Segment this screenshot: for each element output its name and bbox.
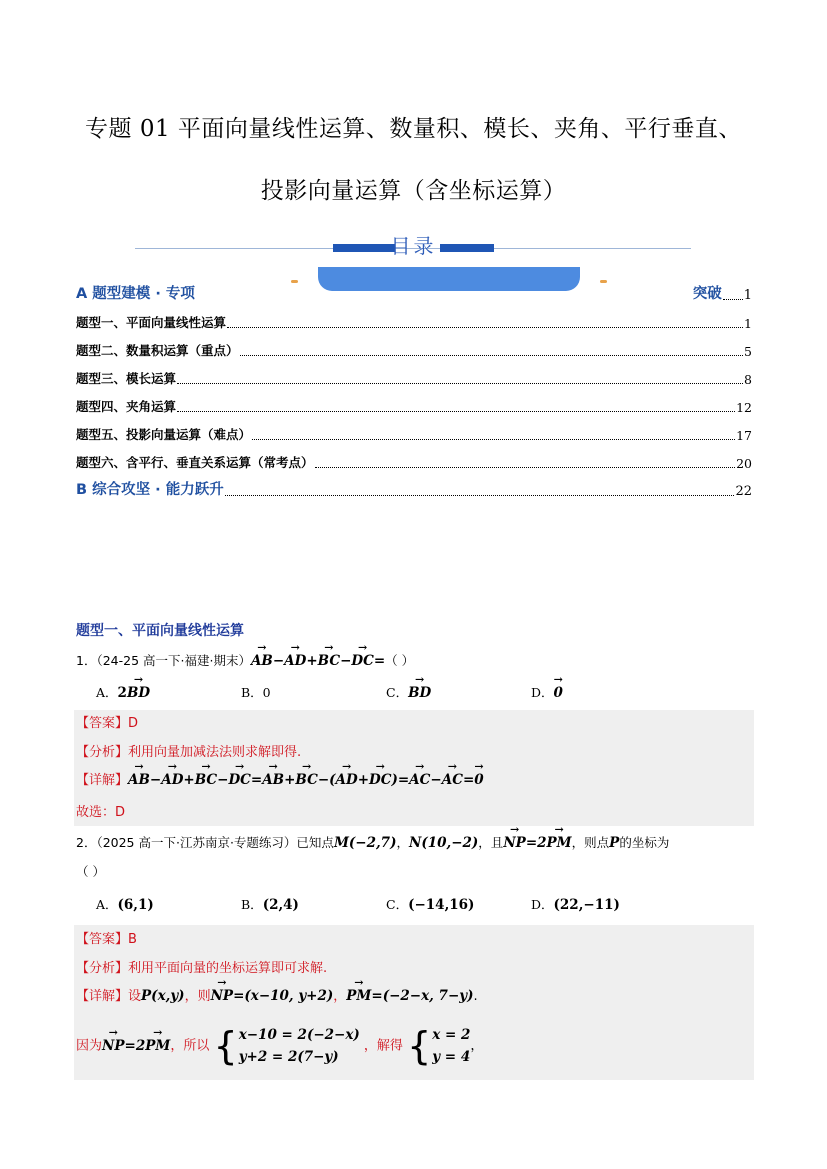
document-title-line-1: 专题 01 平面向量线性运算、数量积、模长、夹角、平行垂直、: [85, 116, 742, 142]
question-2-options: [96, 895, 676, 913]
question-2-stem: 2．（2025 高一下·江苏南京·专题练习）已知点M(−2,7)，N(10,−2)，且→ NP=2→ PM，则点P的坐标为: [76, 833, 669, 851]
q2-detail: 【详解】设P(x,y)，则→ NP=(x−10, y+2)，→ PM=(−2−x, 7−y).: [76, 985, 478, 1004]
toc-entry-6[interactable]: 题型六、含平行、垂直关系运算（常考点） 20: [76, 455, 752, 471]
q2-option-a[interactable]: A．(6,1): [96, 897, 154, 913]
toc-entry-5[interactable]: 题型五、投影向量运算（难点） 17: [76, 427, 752, 443]
question-1-stem: 1．（24-25 高一下·福建·期末）→ AB−→ AD+→ BC−→ DC=（ ）: [76, 651, 414, 669]
question-1-options: [96, 683, 676, 701]
q1-answer: 【答案】D: [76, 716, 139, 731]
q2-system: 因为→ NP=2→ PM，所以 { x−10 = 2(−2−x) y+2 = 2(7−y) ，解得 { x = 2 y = 4 ，: [76, 1024, 483, 1068]
equation-system-1: { x−10 = 2(−2−x) y+2 = 2(7−y): [213, 1024, 360, 1068]
question-2-paren: （ ）: [76, 864, 105, 879]
toc-entry-1[interactable]: 题型一、平面向量线性运算 1: [76, 315, 752, 331]
toc-entry-a[interactable]: A 题型建模 · 专项 突破 1: [76, 286, 752, 303]
toc-heading: 目录: [390, 234, 437, 258]
q2-option-b[interactable]: B．(2,4): [241, 897, 299, 913]
banner-dot-right: [600, 280, 607, 283]
q1-option-a[interactable]: A．2→ BD: [96, 683, 241, 701]
q2-option-c[interactable]: C．(−14,16): [386, 897, 475, 913]
q2-answer: 【答案】B: [76, 932, 137, 947]
toc-entry-4[interactable]: 题型四、夹角运算 12: [76, 399, 752, 415]
q2-option-d[interactable]: D．(22,−11): [531, 897, 620, 913]
equation-system-2: { x = 2 y = 4: [407, 1024, 471, 1068]
q1-option-d[interactable]: D．→ 0: [531, 683, 676, 701]
document-title-line-2: 投影向量运算（含坐标运算）: [260, 178, 567, 204]
q1-conclusion: 故选：D: [76, 805, 126, 820]
toc-entry-b[interactable]: B 综合攻坚 · 能力跃升 22: [76, 482, 752, 499]
banner-dot-left: [291, 280, 298, 283]
q2-analysis: 【分析】利用平面向量的坐标运算即可求解.: [76, 961, 328, 976]
q1-option-c[interactable]: C．→ BD: [386, 683, 531, 701]
q1-option-b[interactable]: B．0: [241, 685, 271, 700]
section-heading: 题型一、平面向量线性运算: [76, 623, 244, 639]
q1-analysis: 【分析】利用向量加减法法则求解即得.: [76, 745, 302, 760]
q1-detail: 【详解】→ AB−→ AD+→ BC−→ DC=→ AB+→ BC−(→ AD+→ DC)=→ AC−→ AC=→ 0: [76, 769, 484, 788]
toc-entry-2[interactable]: 题型二、数量积运算（重点） 5: [76, 343, 752, 359]
toc-entry-3[interactable]: 题型三、模长运算 8: [76, 371, 752, 387]
